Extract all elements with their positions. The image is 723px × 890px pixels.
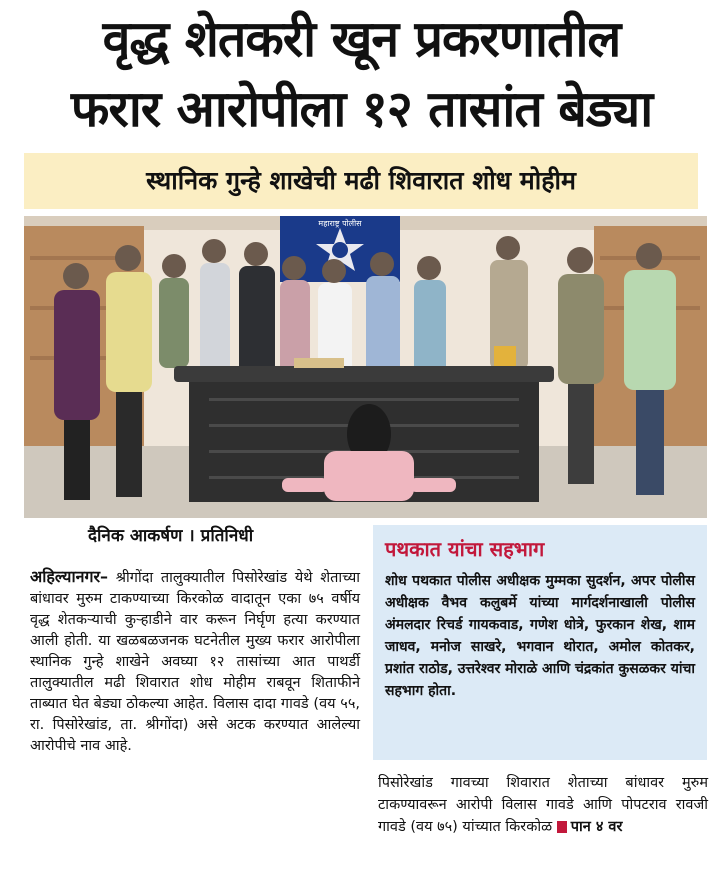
- dateline: अहिल्यानगर–: [30, 567, 109, 586]
- sidebar-title: पथकात यांचा सहभाग: [385, 537, 545, 561]
- team-sidebar: [373, 525, 707, 760]
- article-right: [378, 772, 708, 838]
- headline-line-1: वृद्ध शेतकरी खून प्रकरणातील: [102, 10, 621, 68]
- news-photo: [24, 216, 707, 518]
- square-icon: [557, 821, 567, 833]
- headline-line-2: फरार आरोपीला १२ तासांत बेड्या: [70, 80, 653, 138]
- continued-label: पान ४ वर: [570, 819, 623, 835]
- svg-text:महाराष्ट्र पोलीस: महाराष्ट्र पोलीस: [318, 219, 362, 228]
- continued-marker: [557, 819, 623, 835]
- article-body: [30, 566, 360, 757]
- article-right-text: पिसोरेखांड गावच्या शिवारात शेताच्या बांधावर मुरुम टाकण्यावरून आरोपी विलास गावडे आणि पोपटराव रावजी गावडे (वय ७५) यांच्यात किरकोळ: [378, 775, 708, 835]
- headline: [0, 0, 723, 150]
- article-text: श्रीगोंदा तालुक्यातील पिसोरेखांड येथे शेताच्या बांधावर मुरुम टाकण्याच्या किरकोळ वादातून एका ७५ वर्षीय वृद्ध शेतकऱ्याची कुऱ्हाडीने वार करून निर्घृण हत्या करण्यात आली होती. या खळबळजनक घटनेतील मुख्य फरार आरोपीला स्थानिक गुन्हे शाखेने अवघ्या १२ तासांच्या आत पाथर्डी तालुक्यातील मढी शिवारात शोध मोहीम राबवून शिताफीने ताब्यात घेत बेड्या ठोकल्या आहेत. विलास दादा गावडे (वय ५५, रा. पिसोरेखांड, ता. श्रीगोंदा) असे अटक करण्यात आलेल्या आरोपीचे नाव आहे.: [30, 570, 361, 754]
- sidebar-text: शोध पथकात पोलीस अधीक्षक मुम्मका सुदर्शन, अपर पोलीस अधीक्षक वैभव कलुबर्मे यांच्या मार्गदर्शनाखाली पोलीस अंमलदार रिचर्ड गायकवाड, गणेश धोत्रे, फुरकान शेख, शाम जाधव, मनोज साखरे, भगवान थोरात, अमोल कोतकर, प्रशांत राठोड, उत्तरेश्वर मोराळे आणि चंद्रकांत कुसळकर यांचा सहभाग होता.: [385, 573, 695, 699]
- subheadline: स्थानिक गुन्हे शाखेची मढी शिवारात शोध मोहीम: [24, 153, 698, 209]
- byline: दैनिक आकर्षण । प्रतिनिधी: [88, 526, 254, 546]
